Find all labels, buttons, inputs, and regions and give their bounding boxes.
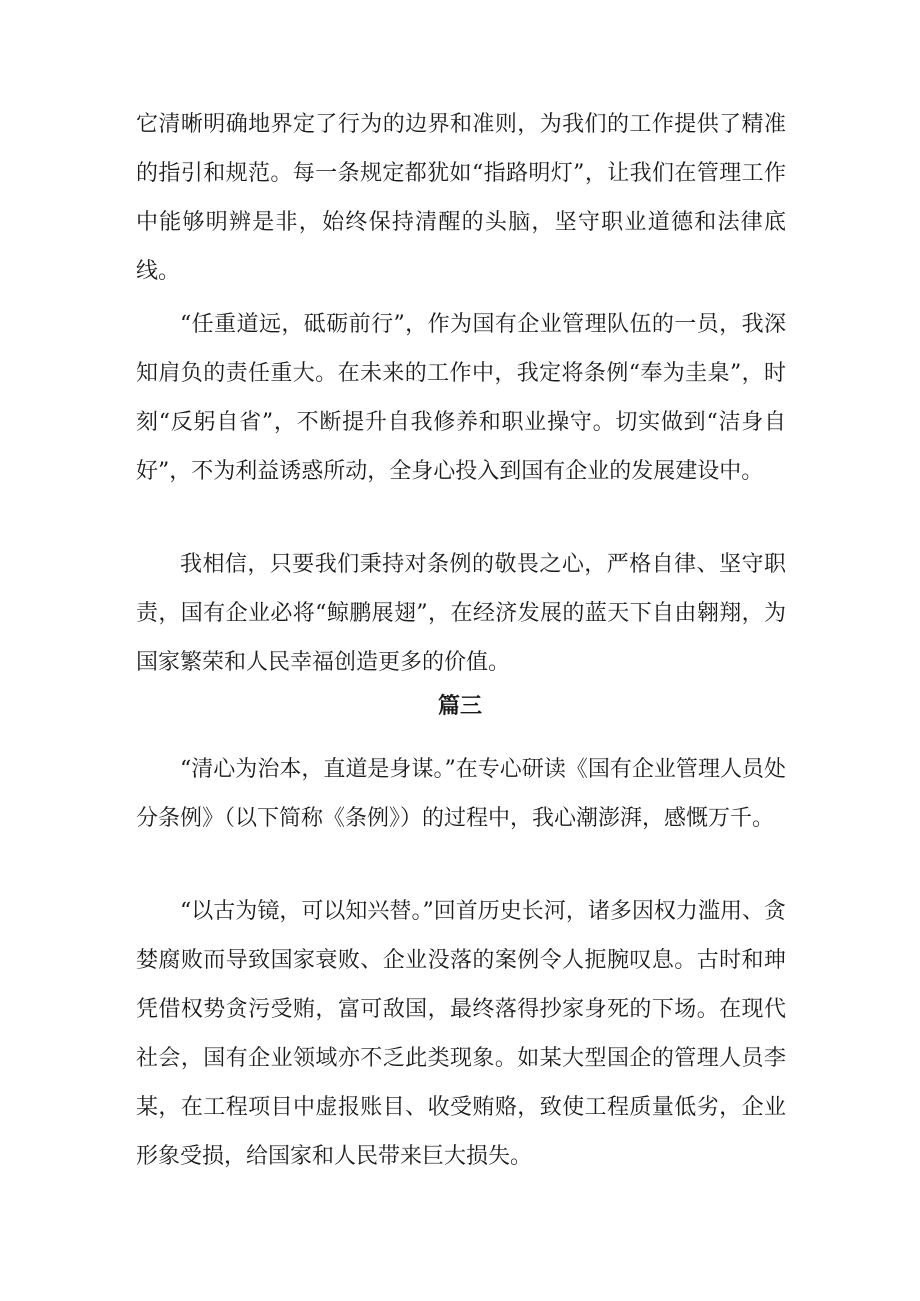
section-heading: 篇三 (437, 693, 482, 719)
paragraph: 我相信，只要我们秉持对条例的敬畏之心，严格自律、坚守职责，国有企业必将“鲸鹏展翅”，在经济发展的蓝天下自由翱翔，为国家繁荣和人民幸福创造更多的价值。 (136, 552, 786, 675)
paragraph: “清心为治本，直道是身谋。”在专心研读《国有企业管理人员处分条例》（以下简称《条例》）的过程中，我心潮澎湃，感慨万千。 (136, 757, 786, 831)
paragraph-continued: 它清晰明确地界定了行为的边界和准则，为我们的工作提供了精准的指引和规范。每一条规定都犹如“指路明灯”，让我们在管理工作中能够明辨是非，始终保持清醒的头脑，坚守职业道德和法律底线。 (136, 112, 786, 284)
paragraph: “以古为镜，可以知兴替。”回首历史长河，诸多因权力滥用、贪婪腐败而导致国家衰败、企业没落的案例令人扼腕叹息。古时和珅凭借权势贪污受贿，富可敌国，最终落得抄家身死的下场。在现代社会，国有企业领域亦不乏此类现象。如某大型国企的管理人员李某，在工程项目中虚报账目、收受贿赂，致使工程质量低劣，企业形象受损，给国家和人民带来巨大损失。 (136, 899, 786, 1169)
paragraph: “任重道远，砥砺前行”，作为国有企业管理队伍的一员，我深知肩负的责任重大。在未来的工作中，我定将条例“奉为圭臬”，时刻“反躬自省”，不断提升自我修养和职业操守。切实做到“洁身自好”，不为利益诱惑所动，全身心投入到国有企业的发展建设中。 (136, 312, 786, 484)
